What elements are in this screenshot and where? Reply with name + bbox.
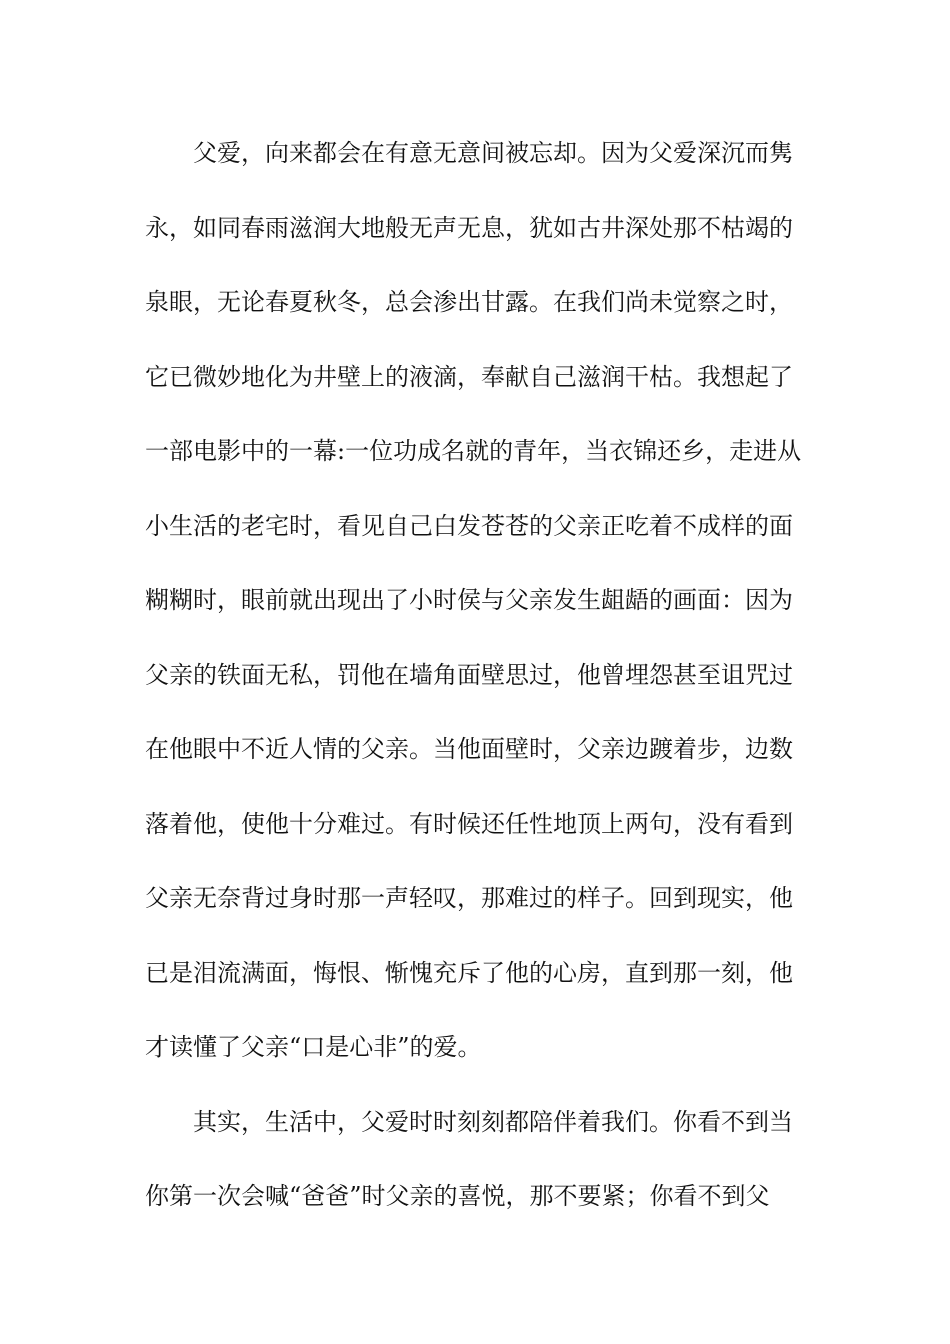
text-line: 它已微妙地化为井壁上的液滴，奉献自己滋润干枯。我想起了 xyxy=(145,362,793,391)
text-line: 一部电影中的一幕:一位功成名就的青年，当衣锦还乡，走进从 xyxy=(145,437,802,465)
text-line: 父爱，向来都会在有意无意间被忘却。因为父爱深沉而隽 xyxy=(193,139,793,167)
text-line: 父亲无奈背过身时那一声轻叹，那难过的样子。回到现实，他 xyxy=(145,884,793,912)
text-line: 其实，生活中，父爱时时刻刻都陪伴着我们。你看不到当 xyxy=(193,1107,793,1136)
text-line: 在他眼中不近人情的父亲。当他面壁时，父亲边踱着步，边数 xyxy=(145,735,793,763)
text-line: 你第一次会喊“爸爸”时父亲的喜悦，那不要紧；你看不到父 xyxy=(145,1182,770,1210)
text-line: 泉眼，无论春夏秋冬，总会渗出甘露。在我们尚未觉察之时， xyxy=(145,288,793,316)
text-line: 父亲的铁面无私，罚他在墙角面壁思过，他曾埋怨甚至诅咒过 xyxy=(145,660,793,689)
text-line: 永，如同春雨滋润大地般无声无息，犹如古井深处那不枯竭的 xyxy=(145,213,793,242)
text-line: 糊糊时，眼前就出现出了小时侯与父亲发生龃龉的画面：因为 xyxy=(145,586,793,614)
text-line: 已是泪流满面，悔恨、惭愧充斥了他的心房，直到那一刻，他 xyxy=(145,958,793,987)
body-text xyxy=(145,126,810,1244)
text-line: 才读懂了父亲“口是心非”的爱。 xyxy=(145,1033,482,1061)
text-line: 落着他，使他十分难过。有时候还任性地顶上两句，没有看到 xyxy=(145,809,793,838)
text-line: 小生活的老宅时，看见自己白发苍苍的父亲正吃着不成样的面 xyxy=(145,511,793,540)
